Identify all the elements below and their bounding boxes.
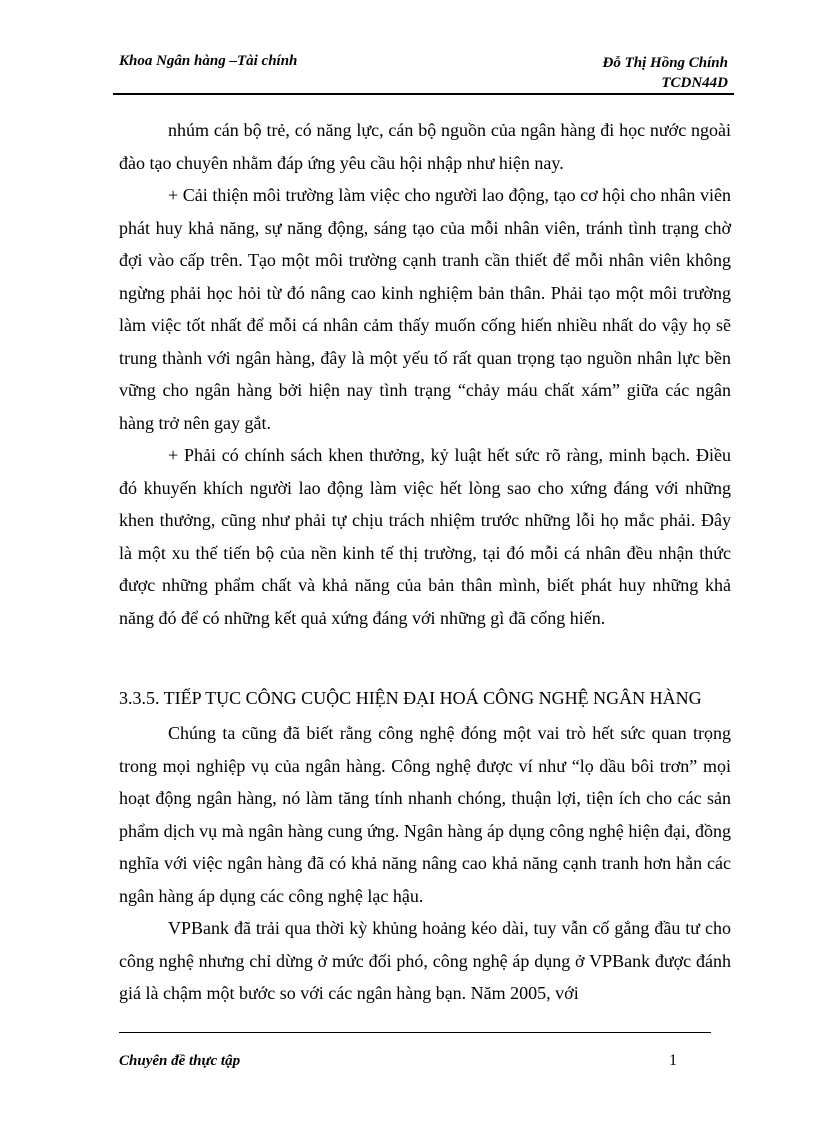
body-text — [119, 114, 731, 634]
header-author-block — [603, 53, 728, 93]
section-body — [119, 717, 731, 1010]
header-author: Đỗ Thị Hồng Chính — [602, 55, 728, 71]
header-divider — [113, 93, 734, 95]
header-class: TCDN44D — [661, 75, 728, 91]
paragraph-1: nhúm cán bộ trẻ, có năng lực, cán bộ nguồn của ngân hàng đi học nước ngoài đào tạo chuyên nhằm đáp ứng yêu cầu hội nhập như hiện nay. — [119, 120, 731, 173]
paragraph-2: + Cải thiện môi trường làm việc cho người lao động, tạo cơ hội cho nhân viên phát huy khả năng, sự năng động, sáng tạo của mỗi nhân viên, tránh tình trạng chờ đợi vào cấp trên. Tạo một môi trường cạnh tranh cần thiết để mỗi nhân viên không ngừng phải học hỏi từ đó nâng cao kinh nghiệm bản thân. Phải tạo một môi trường làm việc tốt nhất để mỗi cá nhân cảm thấy muốn cống hiến nhiều nhất do vậy họ sẽ trung thành với ngân hàng, đây là một yếu tố rất quan trọng tạo nguồn nhân lực bền vững cho ngân hàng bởi hiện nay tình trạng “chảy máu chất xám” giữa các ngân hàng trở nên gay gắt. — [119, 185, 731, 433]
page-number: 1 — [669, 1052, 677, 1069]
paragraph-3: + Phải có chính sách khen thưởng, kỷ luật hết sức rõ ràng, minh bạch. Điều đó khuyến khích người lao động làm việc hết lòng sao cho xứng đáng với những khen thưởng, cũng như phải tự chịu trách nhiệm trước những lỗi họ mắc phải. Đây là một xu thế tiến bộ của nền kinh tế thị trường, tại đó mỗi cá nhân đều nhận thức được những phẩm chất và khả năng của bản thân mình, biết phát huy những khả năng đó để có những kết quả xứng đáng với những gì đã cống hiến. — [119, 445, 731, 628]
section-paragraph-1: Chúng ta cũng đã biết rằng công nghệ đóng một vai trò hết sức quan trọng trong mọi nghiệp vụ của ngân hàng. Công nghệ được ví như “lọ dầu bôi trơn” mọi hoạt động ngân hàng, nó làm tăng tính nhanh chóng, thuận lợi, tiện ích cho các sản phẩm dịch vụ mà ngân hàng cung ứng. Ngân hàng áp dụng công nghệ hiện đại, đồng nghĩa với việc ngân hàng đã có khả năng nâng cao khả năng cạnh tranh hơn hẳn các ngân hàng áp dụng các công nghệ lạc hậu. — [119, 723, 731, 906]
section-paragraph-2: VPBank đã trải qua thời kỳ khủng hoảng kéo dài, tuy vẫn cố gắng đầu tư cho công nghệ nhưng chỉ dừng ở mức đối phó, công nghệ áp dụng ở VPBank được đánh giá là chậm một bước so với các ngân hàng bạn. Năm 2005, với — [119, 918, 731, 1003]
header-department: Khoa Ngân hàng –Tài chính — [119, 53, 298, 69]
footer-label: Chuyên đề thực tập — [119, 1053, 241, 1069]
section-heading: 3.3.5. TIẾP TỤC CÔNG CUỘC HIỆN ĐẠI HOÁ CÔNG NGHỆ NGÂN HÀNG — [119, 688, 702, 708]
footer-divider — [119, 1032, 711, 1033]
